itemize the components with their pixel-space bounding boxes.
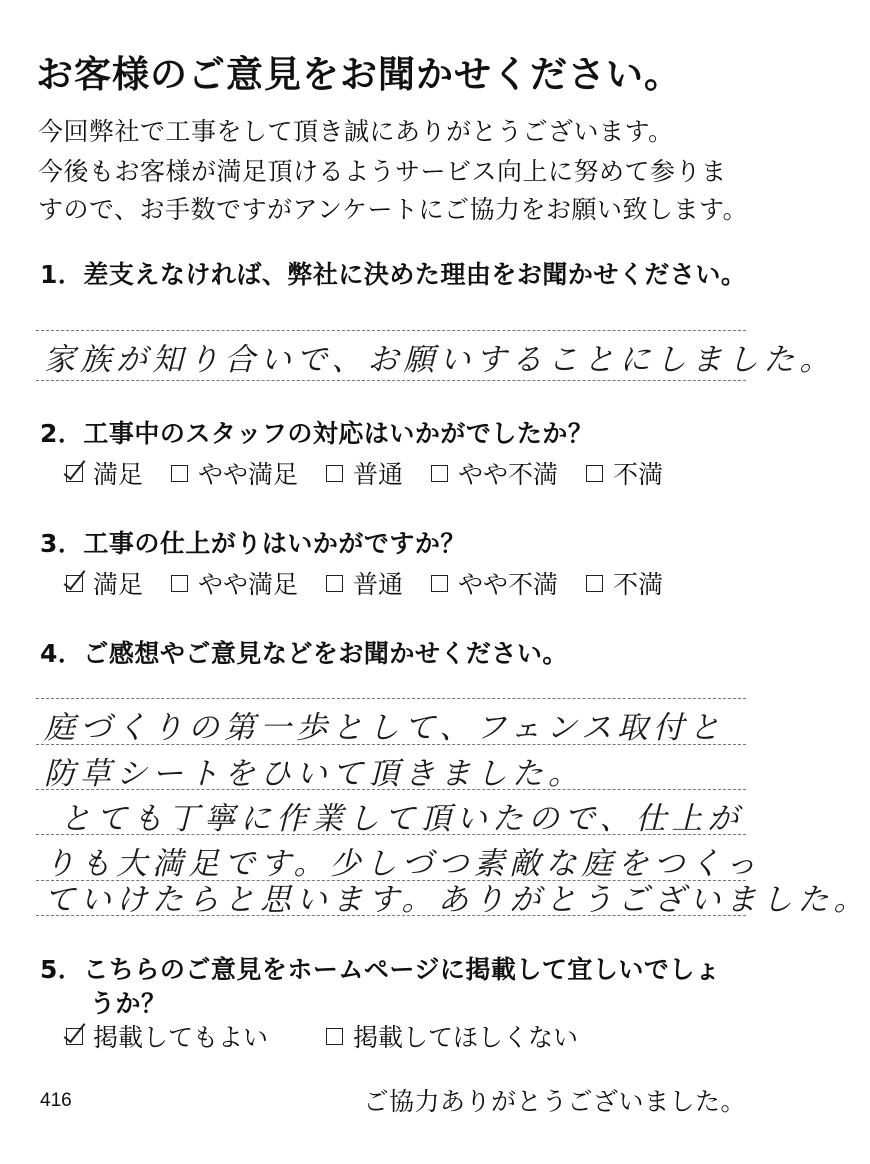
checkbox-icon[interactable] [326, 1028, 343, 1045]
checkbox-icon[interactable] [326, 575, 343, 592]
question-4-label: 4．ご感想やご意見などをお聞かせください。 [40, 639, 568, 668]
q3-option-neutral[interactable]: 普通 [326, 565, 403, 601]
q2-option-satisfied[interactable]: 満足 [66, 455, 143, 491]
closing-thanks: ご協力ありがとうございました。 [363, 1087, 746, 1116]
q2-option-somewhat-satisfied[interactable]: やや満足 [171, 455, 298, 491]
question-1-answer[interactable]: 家族が知り合いで、お願いすることにしました。 [44, 342, 836, 378]
answer-line [36, 834, 746, 835]
question-4-answer-line-1[interactable]: 庭づくりの第一歩として、フェンス取付と [44, 710, 725, 746]
checkbox-checked-icon[interactable] [66, 1028, 83, 1045]
checkbox-icon[interactable] [586, 575, 603, 592]
answer-line [36, 915, 746, 916]
question-5-label-line-1: 5．こちらのご意見をホームページに掲載して宜しいでしょ [40, 955, 721, 984]
page-title: お客様のご意見をお聞かせください。 [36, 53, 682, 96]
q3-option-dissatisfied[interactable]: 不満 [586, 565, 663, 601]
page-number: 416 [40, 1090, 72, 1111]
answer-line [36, 330, 746, 331]
q5-option-allow[interactable]: 掲載してもよい [66, 1018, 268, 1054]
question-2-label: 2．工事中のスタッフの対応はいかがでしたか？ [40, 419, 594, 448]
intro-line-2: 今後もお客様が満足頂けるようサービス向上に努めて参りま [38, 157, 727, 186]
q2-option-neutral[interactable]: 普通 [326, 455, 403, 491]
checkbox-checked-icon[interactable] [66, 575, 83, 592]
checkbox-icon[interactable] [431, 465, 448, 482]
question-4-answer-line-5[interactable]: ていけたらと思います。ありがとうございました。 [44, 882, 870, 918]
intro-line-1: 今回弊社で工事をして頂き誠にありがとうございます。 [38, 117, 674, 146]
question-3-options [66, 565, 691, 601]
question-2-options [66, 455, 691, 491]
answer-line [36, 789, 746, 790]
checkbox-icon[interactable] [431, 575, 448, 592]
question-5-options [66, 1018, 606, 1054]
answer-line [36, 744, 746, 745]
answer-line [36, 698, 746, 699]
q5-option-disallow[interactable]: 掲載してほしくない [326, 1018, 578, 1054]
question-4-answer-line-2[interactable]: 防草シートをひいて頂きました。 [44, 756, 584, 792]
q3-option-somewhat-dissatisfied[interactable]: やや不満 [431, 565, 558, 601]
q3-option-satisfied[interactable]: 満足 [66, 565, 143, 601]
checkbox-icon[interactable] [586, 465, 603, 482]
question-3-label: 3．工事の仕上がりはいかがですか？ [40, 529, 466, 558]
q2-option-somewhat-dissatisfied[interactable]: やや不満 [431, 455, 558, 491]
checkbox-icon[interactable] [171, 465, 188, 482]
intro-line-3: すので、お手数ですがアンケートにご協力をお願い致します。 [38, 195, 749, 224]
answer-line [36, 380, 746, 381]
question-4-answer-line-3[interactable]: とても丁寧に作業して頂いたので、仕上が [60, 801, 744, 837]
checkbox-icon[interactable] [326, 465, 343, 482]
checkbox-checked-icon[interactable] [66, 465, 83, 482]
question-1-label: 1．差支えなければ、弊社に決めた理由をお聞かせください。 [40, 260, 747, 289]
q2-option-dissatisfied[interactable]: 不満 [586, 455, 663, 491]
question-4-answer-line-4[interactable]: りも大満足です。少しづつ素敵な庭をつくっ [44, 846, 761, 882]
q3-option-somewhat-satisfied[interactable]: やや満足 [171, 565, 298, 601]
checkbox-icon[interactable] [171, 575, 188, 592]
question-5-label-line-2: うか？ [90, 989, 167, 1018]
